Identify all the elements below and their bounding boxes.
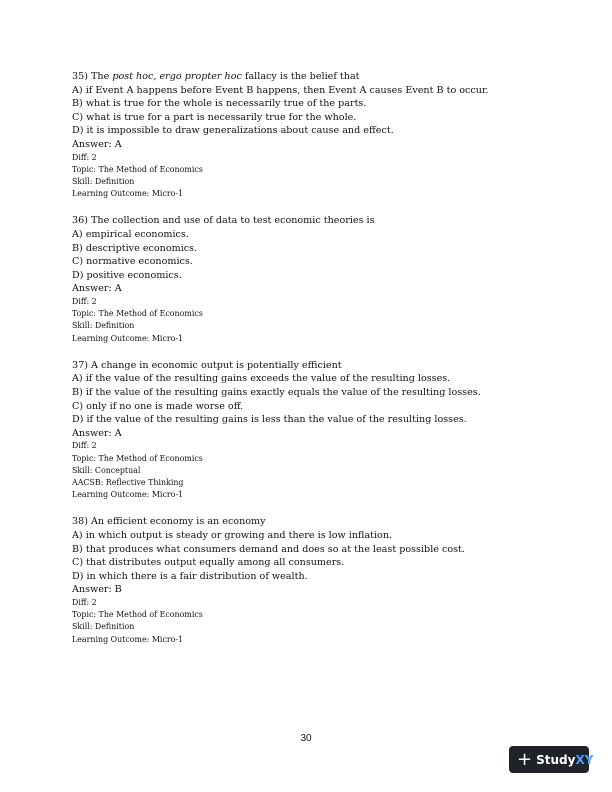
option-d: D) positive economics.: [72, 269, 182, 281]
meta-topic: Topic: The Method of Economics: [72, 164, 203, 174]
option-b: B) that produces what consumers demand and does so at the least possible cost.: [72, 543, 465, 555]
meta-skill: Skill: Conceptual: [72, 465, 141, 475]
question-stem: 36) The collection and use of data to test economic theories is: [72, 215, 375, 227]
meta-topic: Topic: The Method of Economics: [72, 610, 203, 620]
option-a: A) if Event A happens before Event B happens, then Event A causes Event B to occur.: [72, 84, 489, 96]
meta-outcome: Learning Outcome: Micro-1: [72, 490, 184, 500]
meta-outcome: Learning Outcome: Micro-1: [72, 189, 184, 199]
option-d: D) if the value of the resulting gains is less than the value of the resulting losses.: [72, 414, 467, 426]
answer: Answer: A: [72, 427, 122, 439]
answer: Answer: A: [72, 283, 122, 295]
option-a: A) if the value of the resulting gains exceeds the value of the resulting losses.: [72, 373, 451, 385]
question-35: [72, 70, 542, 200]
badge-text-study: Study: [536, 752, 576, 767]
meta-diff: Diff: 2: [72, 441, 97, 451]
option-c: C) that distributes output equally among all consumers.: [72, 557, 345, 569]
meta-topic: Topic: The Method of Economics: [72, 453, 203, 463]
question-stem: 37) A change in economic output is potentially efficient: [72, 359, 342, 371]
meta-skill: Skill: Definition: [72, 321, 135, 331]
option-c: C) normative economics.: [72, 256, 193, 268]
question-38: [72, 515, 542, 645]
question-stem: 35) The post hoc, ergo propter hoc fallacy is the belief that: [72, 71, 360, 82]
meta-aacsb: AACSB: Reflective Thinking: [72, 477, 184, 487]
answer: Answer: A: [72, 138, 122, 150]
meta-skill: Skill: Definition: [72, 176, 135, 186]
meta-outcome: Learning Outcome: Micro-1: [72, 333, 184, 343]
meta-topic: Topic: The Method of Economics: [72, 309, 203, 319]
studyxy-badge[interactable]: [509, 746, 594, 773]
option-b: B) what is true for the whole is necessarily true of the parts.: [72, 98, 367, 110]
answer: Answer: B: [72, 584, 122, 596]
meta-diff: Diff: 2: [72, 597, 97, 607]
option-d: D) in which there is a fair distribution of wealth.: [72, 570, 308, 582]
option-a: A) in which output is steady or growing and there is low inflation.: [72, 529, 393, 541]
page-number: 30: [300, 733, 312, 744]
question-stem: 38) An efficient economy is an economy: [72, 516, 266, 528]
option-c: C) only if no one is made worse off.: [72, 400, 244, 412]
option-b: B) descriptive economics.: [72, 242, 198, 254]
option-d: D) it is impossible to draw generalizations about cause and effect.: [72, 125, 394, 137]
option-b: B) if the value of the resulting gains exactly equals the value of the resulting losses.: [72, 386, 481, 398]
question-37: [72, 359, 542, 502]
option-a: A) empirical economics.: [72, 228, 189, 240]
plus-icon: +: [517, 748, 533, 770]
document-body: [72, 70, 542, 660]
meta-skill: Skill: Definition: [72, 622, 135, 632]
option-c: C) what is true for a part is necessarily true for the whole.: [72, 111, 357, 123]
meta-outcome: Learning Outcome: Micro-1: [72, 634, 184, 644]
question-36: [72, 214, 542, 344]
badge-text-xy: XY: [575, 752, 594, 767]
meta-diff: Diff: 2: [72, 152, 97, 162]
meta-diff: Diff: 2: [72, 296, 97, 306]
